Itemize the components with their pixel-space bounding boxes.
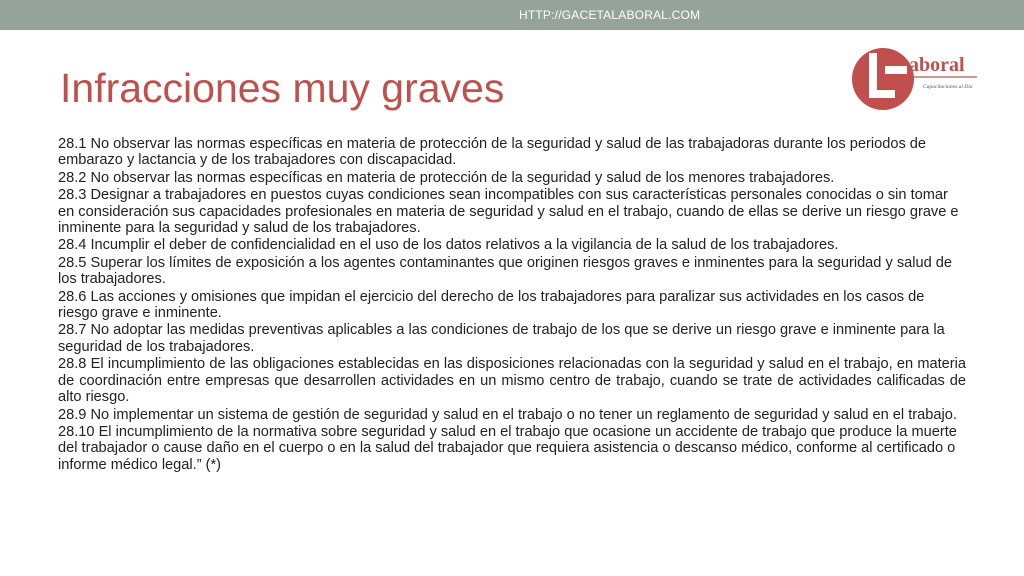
slide-title: Infracciones muy graves <box>60 65 505 111</box>
infraction-28-5: 28.5 Superar los límites de exposición a los agentes contaminantes que originen riesgos graves e inminentes para la seguridad y salud de los trabajadores. <box>58 254 952 288</box>
infraction-28-7: 28.7 No adoptar las medidas preventivas aplicables a las condiciones de trabajo de los que se derive un riesgo grave e inminente para la seguridad de los trabajadores. <box>58 322 945 355</box>
infraction-28-4: 28.4 Incumplir el deber de confidencialidad en el uso de los datos relativos a la vigilancia de la salud de los trabajadores. <box>58 237 839 254</box>
infraction-28-10: 28.10 El incumplimiento de la normativa sobre seguridad y salud en el trabajo que ocasione un accidente de trabajo que produce la muerte del trabajador o cause daño en el cuerpo o en la salud del trabajador que requiera asistencia o descanso médico, conforme al certificado o informe médico legal.” (*) <box>58 423 957 473</box>
infractions-list <box>58 136 966 474</box>
header-url[interactable]: HTTP://GACETALABORAL.COM <box>519 8 701 22</box>
infraction-28-2: 28.2 No observar las normas específicas en materia de protección de la seguridad y salud de los menores trabajadores. <box>58 169 835 186</box>
infraction-28-1: 28.1 No observar las normas específicas en materia de protección de la seguridad y salud de las trabajadoras durante los periodos de embarazo y lactancia y de los trabajadores con discapacidad. <box>58 136 927 169</box>
header-bar <box>0 0 1024 30</box>
infraction-28-6: 28.6 Las acciones y omisiones que impidan el ejercicio del derecho de los trabajadores para paralizar sus actividades en los casos de riesgo grave e inminente. <box>58 288 925 322</box>
gaceta-laboral-logo <box>849 44 981 114</box>
logo-brand-text: aboral <box>909 54 965 76</box>
infraction-28-9: 28.9 No implementar un sistema de gestión de seguridad y salud en el trabajo o no tener un reglamento de seguridad y salud en el trabajo. <box>58 406 957 423</box>
infraction-28-8: 28.8 El incumplimiento de las obligaciones establecidas en las disposiciones relacionadas con la seguridad y salud en el trabajo, en materia de coordinación entre empresas que desarrollen actividades en un mismo centro de trabajo, cuando se trate de actividades calificadas de alto riesgo. <box>58 356 966 406</box>
logo-tagline-text: Capacitaciones al Día <box>923 84 973 90</box>
infraction-28-3: 28.3 Designar a trabajadores en puestos cuyas condiciones sean incompatibles con sus características personales conocidas o sin tomar en consideración sus capacidades profesionales en materia de seguridad y salud en el trabajo, cuando de ellas se derive un riesgo grave e inminente para la seguridad y salud de los trabajadores. <box>58 187 959 237</box>
